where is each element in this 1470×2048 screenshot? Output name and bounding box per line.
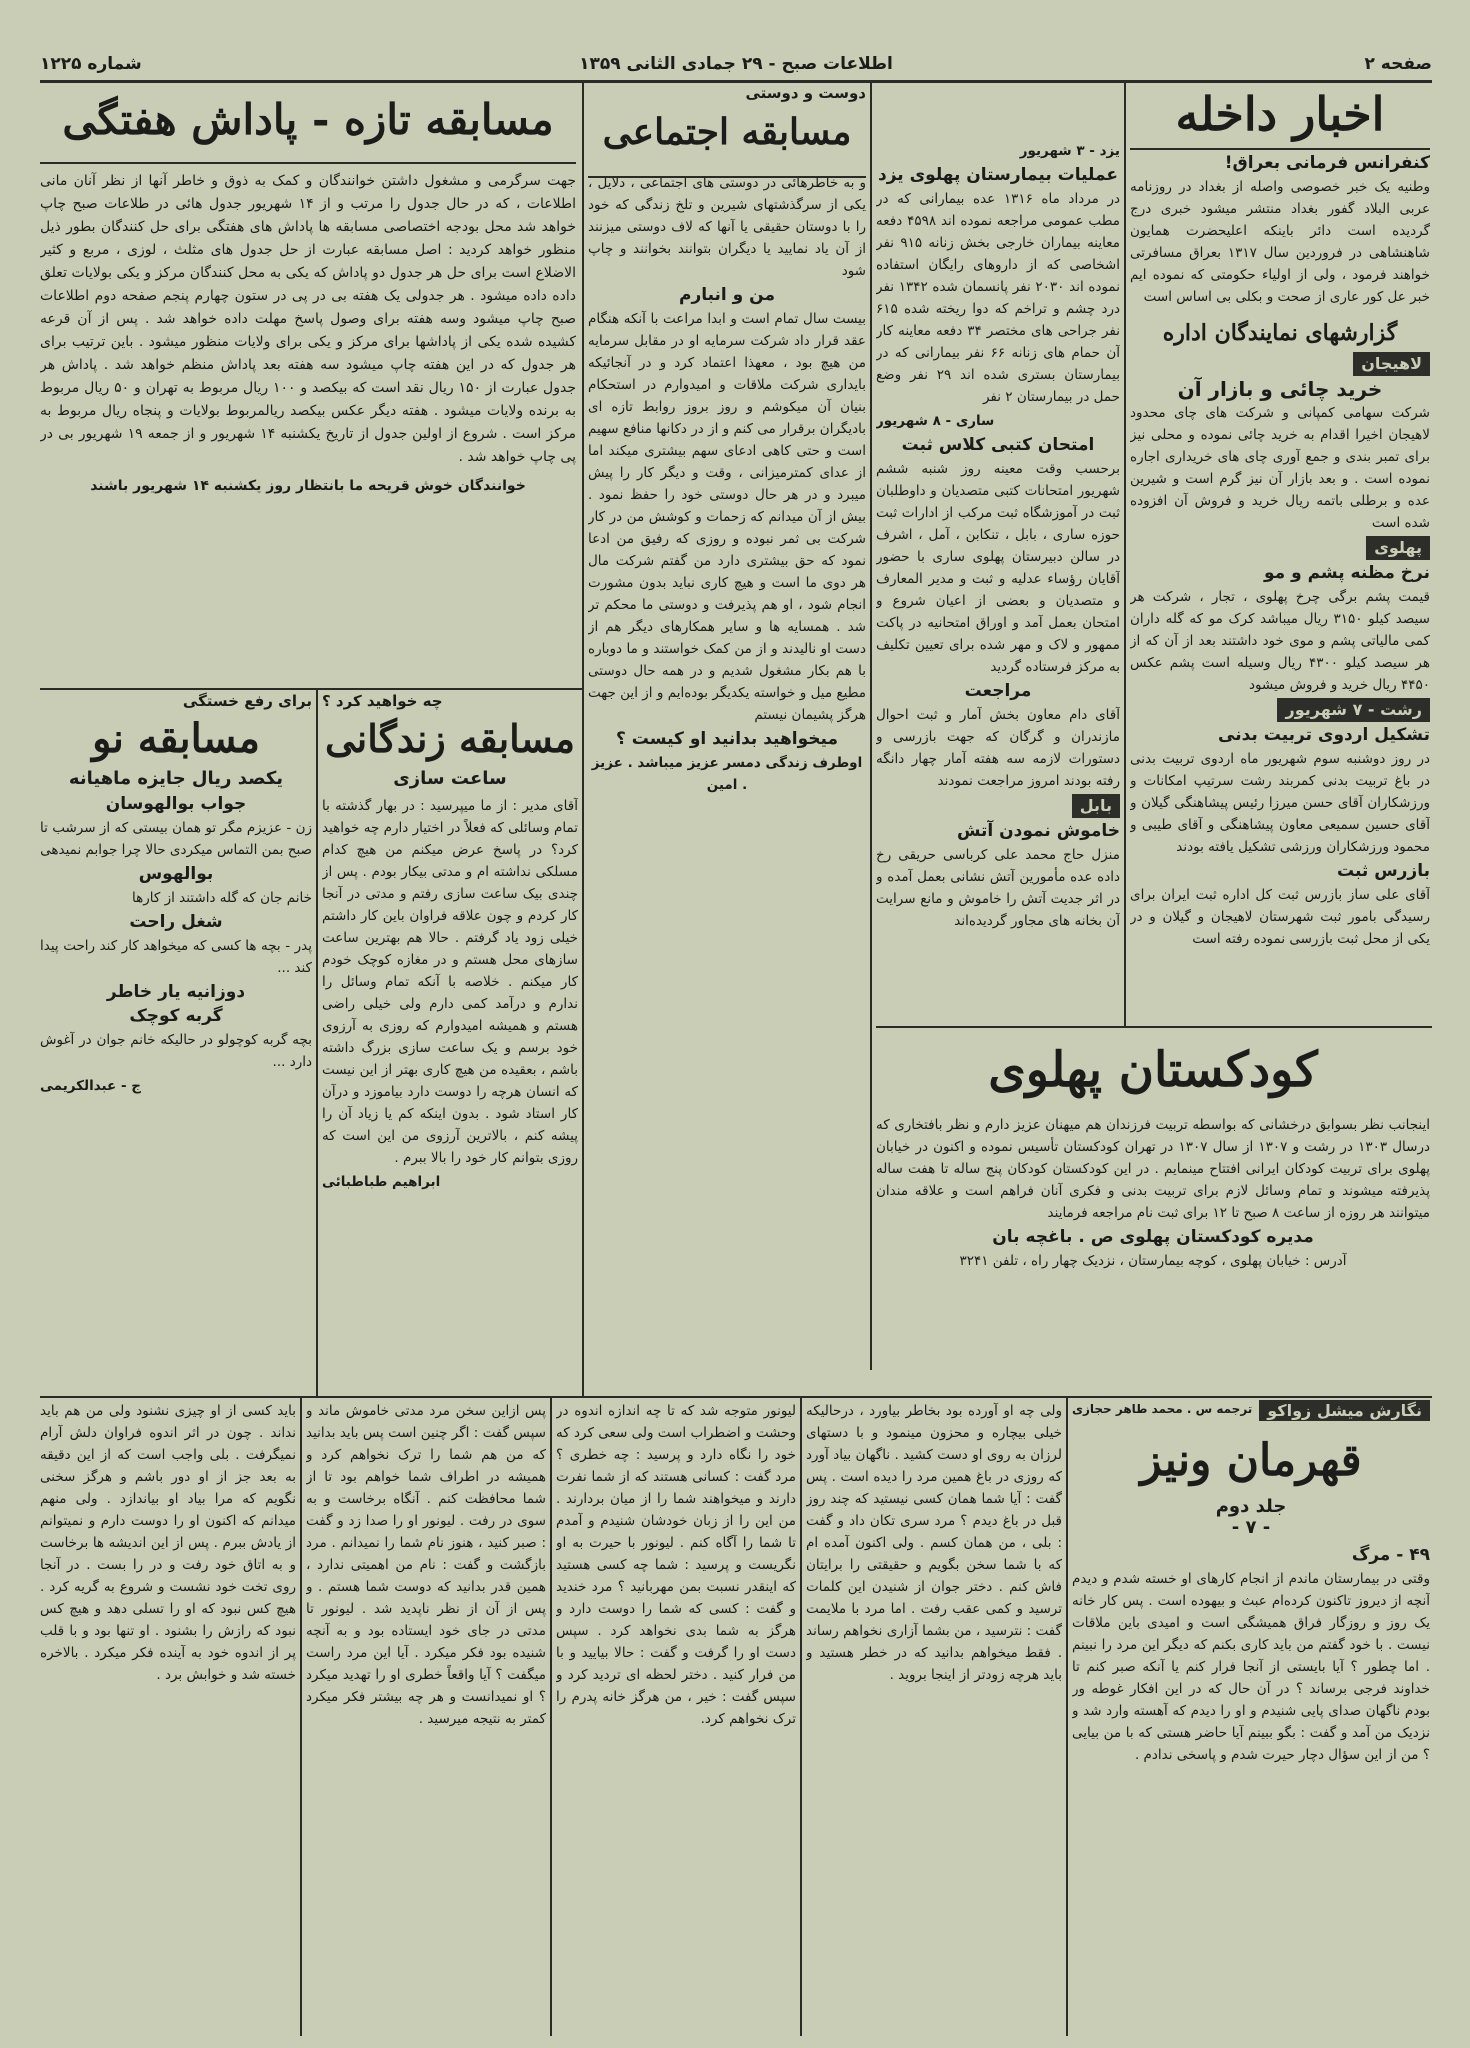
social-intro: و به خاطرهائی در دوستی های اجتماعی ، دلایل ، یکی از سرگذشتهای شیرین و تلخ زندگی که خود را با دوستان حقیقی یا آنها که لاف دوستی میزنند از آن یاد نمایید یا دیگران بتوانند بخوانند و چاپ شود [588, 175, 866, 279]
prize-body: جهت سرگرمی و مشغول داشتن خوانندگان و کمک به ذوق و خاطر آنها از نظر آنان مانی اطلاعات ، که در حال جدول را مرتب و از ۱۴ شهریور جدول هائی در طلاعات صبح چاپ خواهد شد محل بودجه اختصاصی مسابقه ها پاداش های هفتگی برای حل کنندگان بطور ذیل منظور خواهد کردید : اصل مسابقه عبارت از حل جدول های مثلث ، لوزی ، مربع و کثیر الاضلاع است برای حل هر جدول دو پاداش که یکی به محل کنندگان مرکز و یکی بولایات تعلق داده داده میشود . هر جدولی یک هفته بی در پی در ستون چهارم پنجم صفحه دوم اطلاعات صبح چاپ میشود وسه هفته برای وصول پاسخ مهلت داده خواهد شد . پس از آن قرعه کشیده شده یکی از پاداشها برای مرکز و یکی برای ولایات منظور میشود . باین ترتیب برای هر جدول که در این هفته چاپ میشود سه هفته بعد پاداش منظم خواهد شد . پاداش هر جدول عبارت از ۱۵۰ ریال نقد است که بیکصد و ۱۰۰ ریال مربوط به تهران و ۵۰ ریال مربوط به برنده ولایات میشود . هفته دیگر عکس بیکصد ریالمربوط بولایات و پنجاه ریال مربوط به مرکز است . شروع از اولین جدول از تاریخ یکشنبه ۱۴ شهریور و از جمعه ۱۹ شهریور بی در پی چاپ خواهد شد . [40, 173, 576, 465]
serial-body: وقتی در بیمارستان ماندم از انجام کارهای او خسته شدم و دیدم آنچه از دیروز تاکنون کرده‌ام عبث و بیهوده است . پس کار خانه یک روز و روزگار فراق همیشگی است و امیدی باین ملاقات نیست . با خود گفتم من باید کاری بکنم که دیگر این مرد را نبینم . اما چطور ؟ آیا بایستی از آنجا فرار کنم یا آنکه صبر کنم تا خداوند فرجی برساند ؟ در آن حال که در این افکار غوطه ور بودم ناگهان صدای پایی شنیدم و او را دیدم که آهسته وارد شد و نزدیک من آمد و گفت : بگو ببینم آیا حاضر هستی که با من بیایی ؟ من از این سؤال دچار حیرت شدم و پاسخی ندادم . [1072, 1571, 1430, 1763]
new-item-body-2: پدر - بچه ها کسی که میخواهد کار کند راحت پیدا کند ... [40, 938, 312, 976]
issue-number: شماره ۱۲۲۵ [40, 54, 142, 74]
kindergarten-ad [876, 1030, 1430, 1370]
yazd-head: عملیات بیمارستان پهلوی یزد [877, 165, 1119, 185]
new-sign: ج - عبدالکریمی [40, 1078, 141, 1094]
serial-title: قهرمان ونیز [1140, 1435, 1362, 1486]
life-kicker: چه خواهید کرد ؟ [322, 692, 443, 710]
story-column-3 [306, 1400, 546, 2036]
story-column-4-text: باید کسی از او چیزی نشنود ولی من هم باید نداند . چون در اثر اندوه فراوان دلش آرام نمیگرفت . بلی واجب است که از این دقیقه به بعد جز از او دور باشم و هرگز سخنی نگویم که مرا بیاد او بیاندازد . ولی منهم میدانم که اکنون او را دوست دارم و نمیتوانم از یادش ببرم . پس از این اندیشه ها برخاست و به اتاق خود رفت و در را بست . در آنجا روی تخت خود نشست و شروع به گریه کرد . هیچ کس نبود که او را تسلی دهد و هیچ کس نبود که رازش را بشنود . او تنها بود و با قلب پر از اندوه خود به آینده فکر میکرد . بالاخره خسته شد و خوابش برد . [40, 1403, 296, 1683]
domestic-news-title: اخبار داخله [1175, 87, 1385, 141]
new-item-body-1: خانم جان که گله داشتند از کارها [132, 890, 312, 906]
news-place-lahijan: لاهیجان [1353, 352, 1430, 376]
sari-head: امتحان کتبی کلاس ثبت [901, 435, 1095, 455]
social-sign: اوطرف زندگی دمسر عزیز میباشد . عزیز . امین [591, 755, 863, 793]
domestic-news-column [1130, 84, 1430, 1024]
life-sub: ساعت سازی [393, 768, 507, 789]
social-title: مسابقه اجتماعی [602, 111, 852, 153]
news-body-tea: شرکت سهامی کمپانی و شرکت های چای محدود لاهیجان اخیرا اقدام به خرید چائی نموده و محلی نیز برای تمبر بندی و جمع آوری چای های خریداری اجاره نموده است . و بعد بازار آن نیز گرم است و شیرین عده و برطلی باتمه ریال خرید و فروش آن افزوده شده است [1130, 405, 1430, 531]
new-answer-body: زن - عزیزم مگر تو همان بیستی که از سرشب تا صبح بمن التماس میکردی حالا چرا جوابم نمیدهی [40, 820, 312, 858]
social-closing: میخواهید بدانید او کیست ؟ [616, 729, 838, 749]
sari-dateline: ساری - ۸ شهریور [876, 413, 995, 429]
news-head-iraq: کنفرانس فرمانی بعراق! [1224, 153, 1430, 173]
life-contest-column [322, 692, 578, 1392]
return-body: آقای دام معاون بخش آمار و ثبت احوال مازندران و گرگان که جهت بازرسی و دستورات لازمه سه هفته آمار چهار دانگه رفته بودند امروز مراجعت نمودند [876, 707, 1120, 789]
masthead [40, 50, 1432, 78]
yazd-dateline: یزد - ۳ شهریور [1019, 143, 1120, 159]
serial-part: - ۷ - [1231, 1517, 1271, 1538]
story-column-2 [556, 1400, 796, 2036]
paper-name: اطلاعات صبح - ۲۹ جمادی الثانی ۱۳۵۹ [579, 54, 893, 74]
news-place-pahlavi: پهلوی [1366, 536, 1430, 560]
babol-place: بابل [1072, 794, 1120, 818]
serial-volume: جلد دوم [1215, 1496, 1287, 1517]
news-body-wool: قیمت پشم برگی چرخ پهلوی ، تجار ، شرکت هر سیصد کیلو ۳۱۵۰ ریال میباشد کرک مو که گله داران کمی مالیاتی پشم و موی خود داشتند بعد از آن که از هر سیصد کیلو ۴۳۰۰ ریال وسیله است پشم عکس ۴۴۵۰ ریال خرید و فروش میشود [1130, 589, 1430, 693]
new-item-body-4: بچه گربه کوچولو در حالیکه خانم جوان در آغوش دارد ... [40, 1032, 312, 1070]
serial-translator: ترجمه س . محمد طاهر حجازی [1072, 1402, 1253, 1416]
serial-author: نگارش میشل زواکو [1259, 1400, 1430, 1421]
new-item-head-1: بوالهوس [138, 864, 214, 884]
weekly-prize-contest [40, 84, 576, 684]
yazd-body: در مرداد ماه ۱۳۱۶ عده بیمارانی که در مطب عمومی مراجعه نموده اند ۴۵۹۸ دفعه معاینه بیماران خارجی بخش زنانه ۹۱۵ نفر اشخاصی که از داروهای رایگان استفاده نموده اند ۲۰۳۰ نفر پانسمان شده ۱۳۴۲ نفر درد چشم و تراخم که دوا ریخته شده ۶۱۵ نفر جراحی های مختصر ۳۴ دفعه معاینه کار آن حمام های زنانه ۶۶ نفر بیمارانی که در بیمارستان بستری شده اند ۲۹ نفر وضع حمل در بیمارستان ۲ نفر [876, 191, 1120, 405]
new-answer-head: جواب بوالهوسان [105, 794, 247, 814]
news-body-inspector: آقای علی ساز بازرس ثبت کل اداره ثبت ایران برای رسیدگی بامور ثبت شهرستان لاهیجان و گیلان و در یکی از محل ثبت بازرسی نموده رفته است [1130, 887, 1430, 947]
news-head-wool: نرخ مظنه پشم و مو [1264, 563, 1430, 583]
news-head-tea: خرید چائی و بازار آن [1177, 377, 1383, 401]
story-column-2-text: لیونور متوجه شد که تا چه اندازه اندوه در وحشت و اضطراب است ولی سعی کرد که خود را نگاه دارد و پرسید : چه خطری ؟ مرد گفت : کسانی هستند که از شما نفرت دارند و میخواهند شما را از میان بردارند . من این را از زبان خودشان شنیدم و آمدم تا شما را آگاه کنم . لیونور با حیرت به او نگریست و پرسید : شما چه کسی هستید که اینقدر نسبت بمن مهربانید ؟ مرد خندید و گفت : کسی که شما را دوست دارد و هرگز به شما بدی نخواهد کرد . سپس دست او را گرفت و گفت : حالا بیایید و با من فرار کنید . دختر لحظه ای تردید کرد و سپس گفت : خیر ، من هرگز خانه پدرم را ترک نخواهم کرد. [556, 1403, 796, 1727]
page-number: صفحه ۲ [1364, 54, 1432, 74]
social-contest-column [588, 84, 866, 1394]
new-title: مسابقه نو [92, 715, 260, 762]
story-column-3-text: پس ازاین سخن مرد مدتی خاموش ماند و سپس گفت : اگر چنین است پس باید بدانید که من هم شما را ترک نخواهم کرد و همیشه در اطراف شما خواهم بود تا از شما محافظت کنم . آنگاه برخاست و به سوی در رفت . لیونور او را صدا زد و گفت : صبر کنید ، هنوز نام شما را نمیدانم . مرد بازگشت و گفت : نام من اهمیتی ندارد ، همین قدر بدانید که دوست شما هستم . و پس از آن از نظر ناپدید شد . لیونور تا مدتی در جای خود ایستاده بود و به آنچه شنیده بود فکر میکرد . آیا این مرد راست میگفت ؟ آیا واقعاً خطری او را تهدید میکرد ؟ او نمیدانست و هر چه بیشتر فکر میکرد کمتر به نتیجه میرسید . [306, 1403, 546, 1727]
news-place-rasht: رشت - ۷ شهریور [1277, 698, 1430, 722]
new-item-head-2: شغل راحت [129, 912, 223, 932]
kindergarten-title: کودکستان پهلوی [988, 1042, 1318, 1098]
kindergarten-body: اینجانب نظر بسوابق درخشانی که بواسطه تربیت فرزندان هم میهنان عزیز دارم و نظر بافتخاری که درسال ۱۳۰۳ در رشت و ۱۳۰۷ از سال ۱۳۰۷ در تهران کودکستان تأسیس نموده و اکنون در خیابان پهلوی برای تربیت کودکان ایرانی افتتاح مینمایم . در این کودکستان کودکان پنج ساله تا هفت ساله پذیرفته میشوند و تمام وسائل لازم برای تربیت بدنی و فکری آنان فراهم است و علاقه مندان میتوانند هر روزه از ساعت ۸ صبح تا ۱۲ برای ثبت نام مراجعه فرمایند [876, 1117, 1430, 1221]
fire-head: خاموش نمودن آتش [956, 821, 1120, 841]
story-column-1-text: ولی چه او آورده بود بخاطر بیاورد ، درحالیکه خیلی بیچاره و محزون مینمود و با دستهای لرزان به روی او دست کشید . ناگهان بیاد آورد که روزی در باغ همین مرد را دیده است . پس گفت : آیا شما همان کسی نیستید که چند روز قبل در باغ دیدم ؟ مرد سری تکان داد و گفت : بلی ، من همان کسم . ولی اکنون آمده ام که با شما سخن بگویم و حقیقتی را برایتان فاش کنم . دختر جوان از شنیدن این کلمات ترسید و کمی عقب رفت . اما مرد با ملایمت گفت : نترسید ، من بشما آزاری نخواهم رساند . فقط میخواهم بدانید که در خطر هستید و باید هرچه زودتر از اینجا بروید . [806, 1403, 1062, 1683]
news-head-reports: گزارشهای نمایندگان اداره [1162, 320, 1398, 346]
kindergarten-address: آدرس : خیابان پهلوی ، کوچه بیمارستان ، نزدیک چهار راه ، تلفن ۳۲۴۱ [959, 1253, 1347, 1269]
story-column-1 [806, 1400, 1062, 2036]
social-body: بیست سال تمام است و ابدا مراعت با آنکه هنگام عقد قرار داد شرکت سرمایه او در مقابل سرمایه من هیچ بود ، معهذا اعتماد کرد و در آنجائیکه بایداری شرکت ملاقات و امیدوارم در استحکام بنیان آن میکوشم و روز بروز روابط تازه ای بادیگران برقرار می کنم و از در دکانها منافع سهیم است و حتی کاهی ادعای سهم بیشتری میکند اما از عدای کمترمیزانی ، وقت و دیگر کار را پیش میبرد و در هر حال دوستی خود را حفظ نمود . بیش از آن میدانم که زحمات و کوشش من در کار شرکت بی ثمر نبوده و روزی که رفیق من ادعا نمود که حق بیشتری دارد من گفتم شرکت مال هر دوی ما است و هیچ کاری نباید بدون مشورت انجام شود ، او هم پذیرفت و دوستی ما محکم تر شد . همسایه ها و سایر همکارهای دیگر هم از دست او نالیدند و از من کمک خواستند و ما دوباره با هم بکار مشغول شدیم و در همه حال دوستی مطیع میل و خواسته یکدیگر بوده‌ایم و از این جهت هرگز پشیمان نیستم [588, 311, 866, 723]
new-item-head-3: دوزانیه یار خاطر [106, 982, 246, 1002]
social-sub: من و انبارم [678, 285, 775, 305]
sari-body: برحسب وقت معینه روز شنبه ششم شهریور امتحانات کتبی متصدیان و داوطلبان ثبت در آموزشگاه ثبت مرکب از ادارات ثبت حوزه ساری ، بابل ، تنکابن ، آمل ، اشرف در سالن دبیرستان پهلوی ساری با حضور آقایان رؤساء عدلیه و ثبت و مدیر المعارف و متصدیان و بعضی از اعیان شروع و امتحان بعمل آمد و اوراق امتحانیه در پاکت ممهور و لاک و مهر شده برای تعیین تکلیف به مرکز فرستاده گردید [876, 461, 1120, 675]
life-body: آقای مدیر : از ما میپرسید : در بهار گذشته با تمام وسائلی که فعلاً در اختیار دارم چه خواهید کرد؟ در پاسخ عرض میکنم من هیچ کدام مسلکی نداشته ام و مدتی بیکار بودم . پس از چندی بیک ساعت سازی رفتم و مدتی در آنجا کار کردم و چون علاقه فراوان باین کار داشتم خیلی زود یاد گرفتم . حالا هم بهترین ساعت سازهای محل هستم و در مغازه کوچک خودم کار میکنم . خلاصه با آنکه تمام وسائل را ندارم و درآمد کمی دارم ولی خیلی راضی هستم و همیشه امیدوارم که روزی به آرزوی خود برسم و یک ساعت سازی بزرگ داشته باشم ، بعقیده من هیچ کاری بهتر از این نیست که انسان هرچه را دوست دارد بیاموزد و درآن کار استاد شود . بدون اینکه کم یا زیاد آن را پیشه کنم ، بالاترین آرزوی من این است که روزی بتوانم کار خود را بالا ببرم . [322, 798, 578, 1166]
news-body-iraq: وطنیه یک خبر خصوصی واصله از بغداد در روزنامه عربی البلاد گفور بغداد منتشر میشود خبری درج گردیده است دائر باینکه اعلیحضرت همایون شاهنشاهی در فروردین سال ۱۳۱۷ بعراق مسافرتی خواهند فرمود ، ولی از اولیاء حکومتی که نموده ایم خبر عل کور عاری از صحت و بکلی بی اساس است [1130, 179, 1430, 305]
social-kicker: دوست و دوستی [745, 84, 866, 102]
fire-body: منزل حاج محمد علی کرباسی حریقی رخ داده عده مأمورین آتش نشانی بعمل آمده و در اثر جدیت آتش را خاموش و مانع سرایت آن بخانه های مجاور گردیده‌اند [876, 847, 1120, 929]
news-body-camp: در روز دوشنبه سوم شهریور ماه اردوی تربیت بدنی در باغ تربیت بدنی کمربند رشت سرتیپ امکانات و ورزشکاران آقای حسن میرزا رئیس پیشاهنگی گیلان و آقای حسین سمیعی معاون پیشاهنگی و آقای طیبی و محمود ورزشکاران ورزشی تشکیل یافته بودند [1130, 751, 1430, 855]
story-column-4 [40, 1400, 296, 2036]
news-head-camp: تشکیل اردوی تربیت بدنی [1218, 725, 1430, 745]
return-head: مراجعت [964, 681, 1032, 701]
life-title: مسابقه زندگانی [324, 716, 576, 761]
serial-chapter: ۴۹ - مرگ [1351, 1545, 1430, 1565]
prize-footer: خوانندگان خوش قریحه ما بانتظار روز یکشنبه ۱۴ شهریور باشند [90, 478, 526, 494]
new-sub: یکصد ریال جایزه ماهیانه [68, 768, 284, 789]
prize-title: مسابقه تازه - پاداش هفتگی [62, 95, 554, 144]
life-sign: ابراهیم طباطبائی [322, 1174, 441, 1190]
new-item-head-4: گربه کوچک [129, 1006, 223, 1026]
new-contest-column [40, 692, 312, 1392]
new-kicker: برای رفع خستگی [182, 692, 312, 710]
regional-news-column [876, 140, 1120, 1020]
news-head-inspector: بازرس ثبت [1336, 861, 1430, 881]
kindergarten-director: مدیره کودکستان پهلوی ص . باغچه بان [992, 1227, 1314, 1247]
serial-story [1072, 1400, 1430, 2036]
